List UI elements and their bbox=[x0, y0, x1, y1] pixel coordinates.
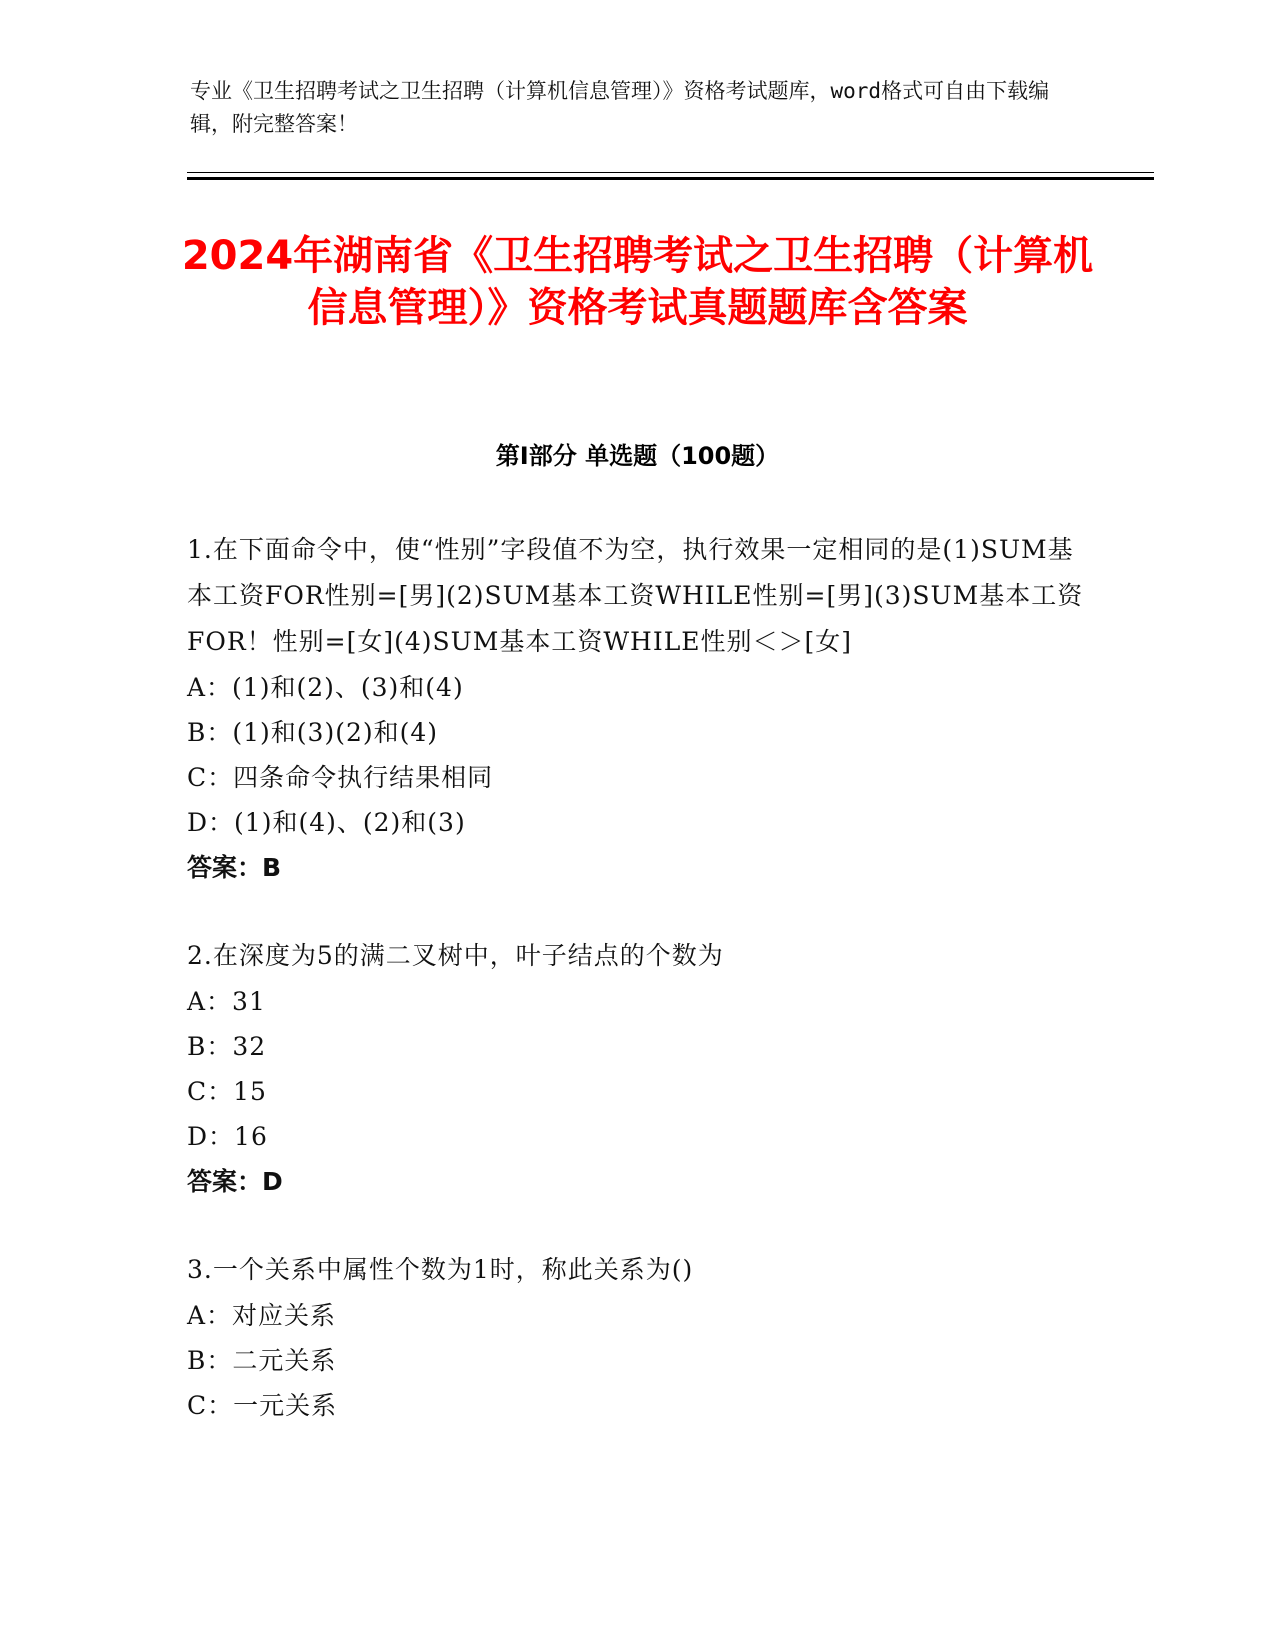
option-c: C：一元关系 bbox=[187, 1391, 338, 1420]
question-list bbox=[187, 527, 1087, 1470]
option-a: A：对应关系 bbox=[187, 1301, 337, 1330]
question-stem: 2.在深度为5的满二叉树中，叶子结点的个数为 bbox=[187, 941, 724, 970]
option-a: A：31 bbox=[187, 987, 266, 1016]
option-d: D：(1)和(4)、(2)和(3) bbox=[187, 808, 466, 837]
option-b: B：二元关系 bbox=[187, 1346, 337, 1375]
question-stem: 3.一个关系中属性个数为1时，称此关系为() bbox=[187, 1255, 694, 1284]
option-d: D：16 bbox=[187, 1122, 268, 1151]
header-divider-thick bbox=[187, 177, 1154, 180]
option-a: A：(1)和(2)、(3)和(4) bbox=[187, 673, 464, 702]
document-title: 2024年湖南省《卫生招聘考试之卫生招聘（计算机信息管理）》资格考试真题题库含答案 bbox=[181, 233, 1094, 331]
answer: 答案：D bbox=[187, 1167, 283, 1196]
option-c: C：四条命令执行结果相同 bbox=[187, 763, 494, 792]
option-c: C：15 bbox=[187, 1077, 267, 1106]
option-b: B：32 bbox=[187, 1032, 267, 1061]
question-2 bbox=[187, 933, 1087, 1205]
question-3 bbox=[187, 1247, 1087, 1428]
option-b: B：(1)和(3)(2)和(4) bbox=[187, 718, 439, 747]
question-1 bbox=[187, 527, 1087, 891]
question-stem: 1.在下面命令中，使“性别”字段值不为空，执行效果一定相同的是(1)SUM基本工资FOR性别=[男](2)SUM基本工资WHILE性别=[男](3)SUM基本工资FOR！性别=[女](4)SUM基本工资WHILE性别＜＞[女] bbox=[187, 535, 1084, 656]
header-note: 专业《卫生招聘考试之卫生招聘（计算机信息管理）》资格考试题库，word格式可自由下载编辑，附完整答案！ bbox=[190, 79, 1050, 136]
answer: 答案：B bbox=[187, 853, 282, 882]
header-divider-thin bbox=[187, 172, 1154, 173]
section-title: 第Ⅰ部分 单选题（100题） bbox=[495, 442, 780, 470]
